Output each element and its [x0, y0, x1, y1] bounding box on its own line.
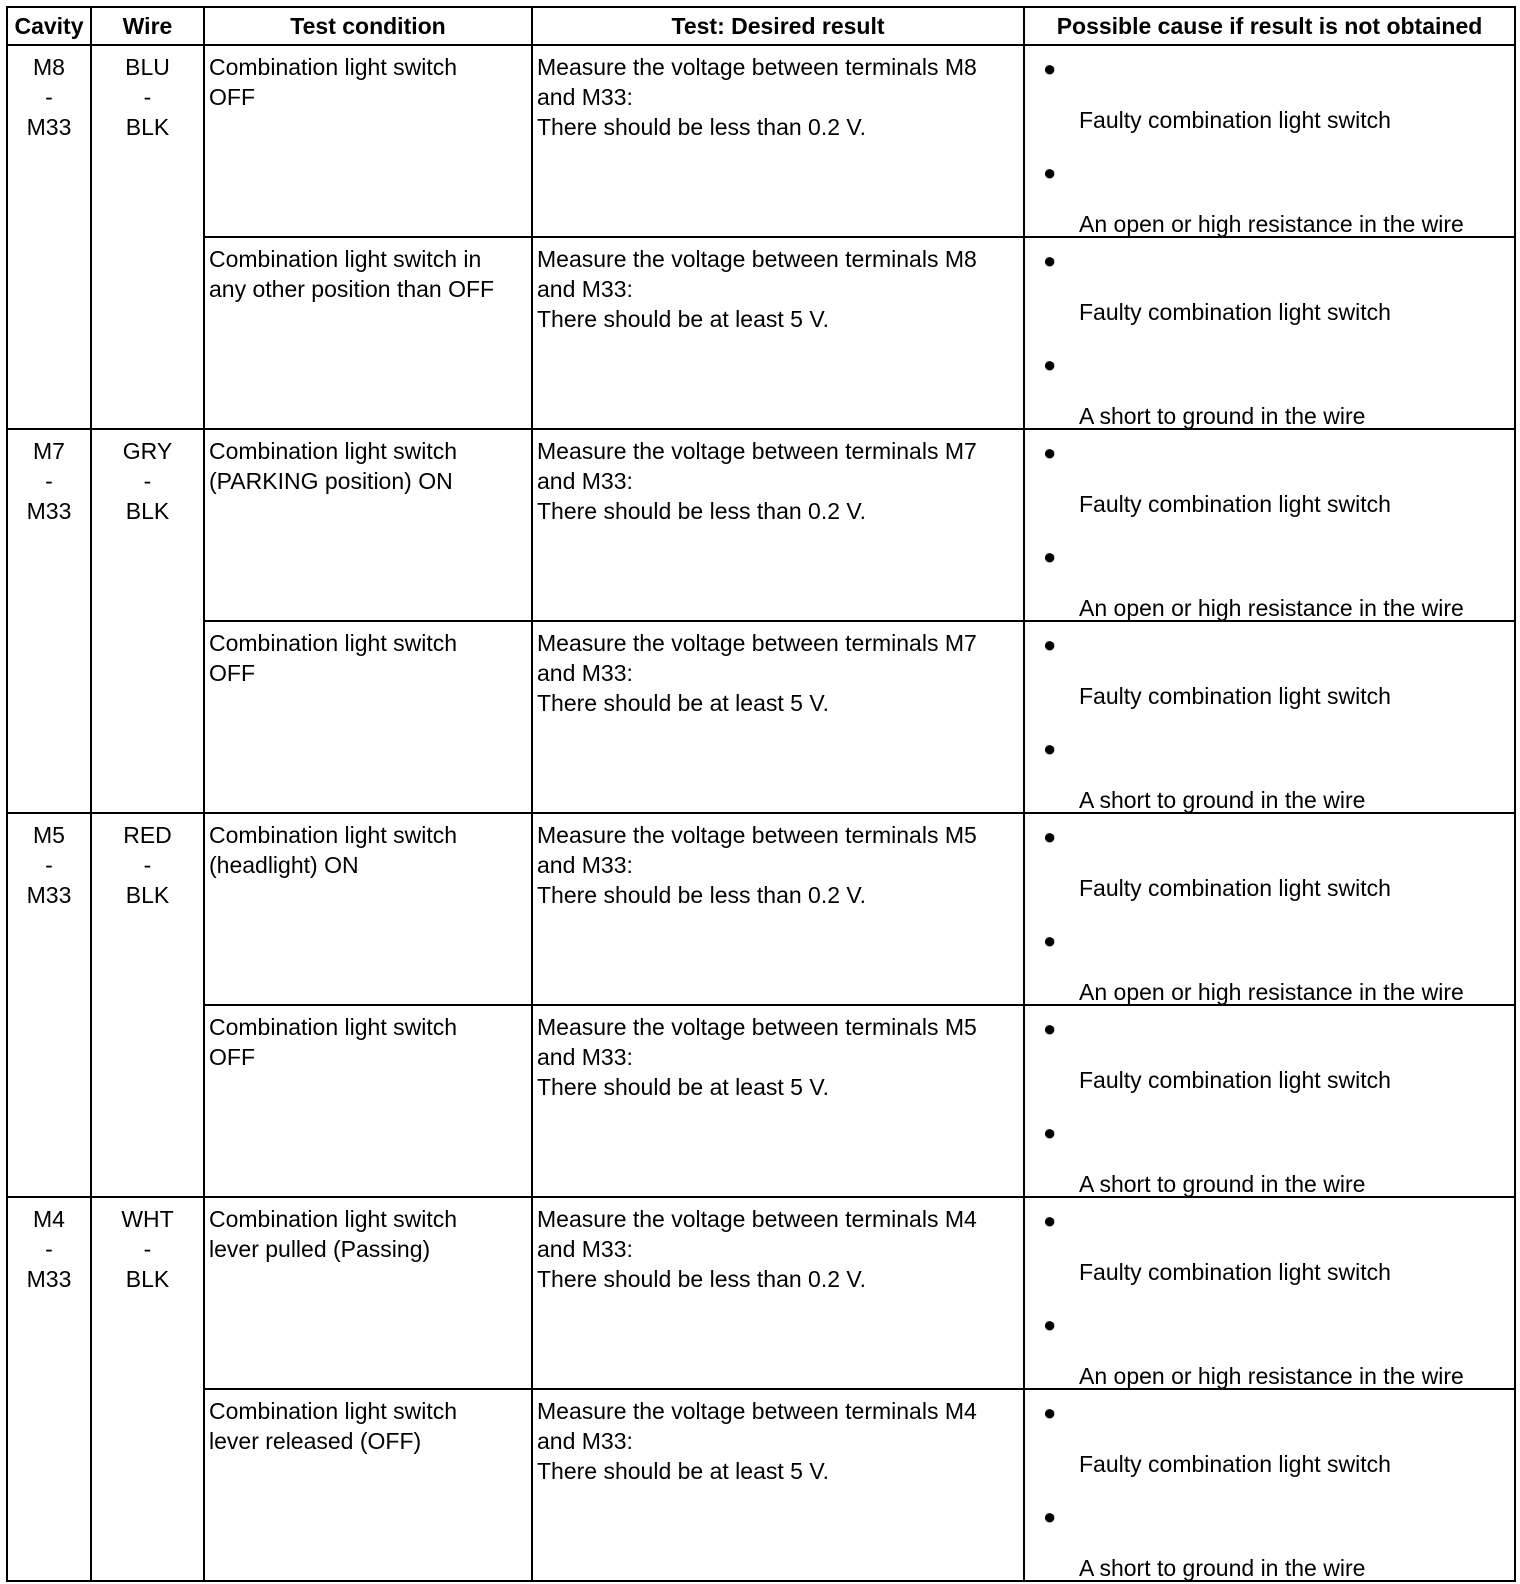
desired-result-cell	[532, 45, 1024, 237]
cause-text: Faulty combination light switch	[1079, 683, 1391, 709]
result-line: There should be at least 5 V.	[537, 1074, 829, 1100]
bullet-icon: ●	[1043, 1400, 1057, 1425]
result-line: and M33:	[537, 1236, 633, 1262]
bullet-icon: ●	[1043, 1208, 1057, 1233]
cavity-line: M8	[33, 54, 65, 80]
cavity-line: -	[45, 468, 53, 494]
bullet-icon: ●	[1043, 824, 1057, 849]
cause-text: A short to ground in the wire	[1079, 1555, 1366, 1581]
result-line: and M33:	[537, 1428, 633, 1454]
header-test-condition: Test condition	[204, 7, 532, 45]
wire-line: -	[143, 852, 152, 878]
test-condition-cell	[204, 237, 532, 429]
wire-line: BLK	[125, 882, 170, 908]
header-possible-cause: Possible cause if result is not obtained	[1024, 7, 1515, 45]
condition-line: OFF	[209, 660, 255, 686]
cavity-line: M4	[33, 1206, 65, 1232]
cause-text: Faulty combination light switch	[1079, 1067, 1391, 1093]
cavity-line: M33	[26, 1266, 72, 1292]
result-line: There should be less than 0.2 V.	[537, 498, 867, 524]
diagnostic-table	[6, 6, 1516, 1582]
table-row	[7, 813, 1515, 1005]
wire-line: BLK	[125, 498, 170, 524]
desired-result-cell	[532, 1005, 1024, 1197]
test-condition-cell	[204, 45, 532, 237]
possible-cause-cell	[1024, 1005, 1515, 1197]
bullet-icon: ●	[1043, 1120, 1057, 1145]
condition-line: OFF	[209, 84, 255, 110]
wire-line: GRY	[122, 438, 173, 464]
cavity-line: M5	[33, 822, 65, 848]
wire-line: BLK	[125, 1266, 170, 1292]
table-row	[7, 621, 1515, 813]
result-line: There should be less than 0.2 V.	[537, 882, 867, 908]
cavity-cell	[7, 429, 91, 813]
bullet-icon: ●	[1043, 544, 1057, 569]
condition-line: Combination light switch	[209, 1014, 458, 1040]
cause-text: Faulty combination light switch	[1079, 875, 1391, 901]
cavity-line: -	[45, 1236, 53, 1262]
condition-line: Combination light switch	[209, 54, 458, 80]
cavity-line: M7	[33, 438, 65, 464]
header-cavity: Cavity	[7, 7, 91, 45]
possible-cause-cell	[1024, 1197, 1515, 1389]
bullet-icon: ●	[1043, 440, 1057, 465]
cause-text: An open or high resistance in the wire	[1079, 595, 1464, 621]
condition-line: (headlight) ON	[209, 852, 359, 878]
possible-cause-cell	[1024, 429, 1515, 621]
condition-line: Combination light switch	[209, 630, 458, 656]
result-line: There should be less than 0.2 V.	[537, 114, 867, 140]
result-line: and M33:	[537, 1044, 633, 1070]
wire-line: BLU	[125, 54, 170, 80]
cause-text: An open or high resistance in the wire	[1079, 979, 1464, 1005]
cause-text: Faulty combination light switch	[1079, 299, 1391, 325]
wire-line: -	[143, 84, 152, 110]
result-line: Measure the voltage between terminals M4	[537, 1398, 977, 1424]
result-line: Measure the voltage between terminals M5	[537, 1014, 977, 1040]
test-condition-cell	[204, 1005, 532, 1197]
cause-text: A short to ground in the wire	[1079, 787, 1366, 813]
bullet-icon: ●	[1043, 352, 1057, 377]
result-line: Measure the voltage between terminals M7	[537, 438, 977, 464]
desired-result-cell	[532, 621, 1024, 813]
result-line: Measure the voltage between terminals M8	[537, 54, 977, 80]
condition-line: any other position than OFF	[209, 276, 495, 302]
bullet-icon: ●	[1043, 1312, 1057, 1337]
wire-line: WHT	[121, 1206, 174, 1232]
result-line: There should be at least 5 V.	[537, 690, 829, 716]
cause-text: Faulty combination light switch	[1079, 1451, 1391, 1477]
desired-result-cell	[532, 1389, 1024, 1581]
wire-line: BLK	[125, 114, 170, 140]
header-row	[7, 7, 1515, 45]
table-row	[7, 1197, 1515, 1389]
condition-line: lever released (OFF)	[209, 1428, 422, 1454]
cause-text: Faulty combination light switch	[1079, 107, 1391, 133]
bullet-icon: ●	[1043, 1504, 1057, 1529]
header-desired-result: Test: Desired result	[532, 7, 1024, 45]
condition-line: Combination light switch	[209, 438, 458, 464]
result-line: There should be less than 0.2 V.	[537, 1266, 867, 1292]
result-line: Measure the voltage between terminals M4	[537, 1206, 977, 1232]
cavity-cell	[7, 813, 91, 1197]
desired-result-cell	[532, 813, 1024, 1005]
bullet-icon: ●	[1043, 56, 1057, 81]
cause-text: A short to ground in the wire	[1079, 403, 1366, 429]
wire-cell	[91, 429, 204, 813]
wire-cell	[91, 45, 204, 429]
table-row	[7, 1389, 1515, 1581]
wire-line: -	[143, 1236, 152, 1262]
result-line: and M33:	[537, 468, 633, 494]
cause-text: A short to ground in the wire	[1079, 1171, 1366, 1197]
wire-cell	[91, 1197, 204, 1581]
condition-line: Combination light switch	[209, 1398, 458, 1424]
result-line: There should be at least 5 V.	[537, 306, 829, 332]
bullet-icon: ●	[1043, 736, 1057, 761]
condition-line: Combination light switch	[209, 1206, 458, 1232]
possible-cause-cell	[1024, 813, 1515, 1005]
cavity-cell	[7, 1197, 91, 1581]
cause-text: Faulty combination light switch	[1079, 1259, 1391, 1285]
test-condition-cell	[204, 621, 532, 813]
table-row	[7, 1005, 1515, 1197]
cavity-cell	[7, 45, 91, 429]
bullet-icon: ●	[1043, 1016, 1057, 1041]
desired-result-cell	[532, 1197, 1024, 1389]
cause-text: An open or high resistance in the wire	[1079, 211, 1464, 237]
wire-cell	[91, 813, 204, 1197]
table-row	[7, 237, 1515, 429]
cavity-line: -	[45, 852, 53, 878]
bullet-icon: ●	[1043, 928, 1057, 953]
cavity-line: M33	[26, 498, 72, 524]
possible-cause-cell	[1024, 621, 1515, 813]
bullet-icon: ●	[1043, 160, 1057, 185]
possible-cause-cell	[1024, 45, 1515, 237]
bullet-icon: ●	[1043, 248, 1057, 273]
result-line: Measure the voltage between terminals M8	[537, 246, 977, 272]
bullet-icon: ●	[1043, 632, 1057, 657]
test-condition-cell	[204, 1389, 532, 1581]
desired-result-cell	[532, 429, 1024, 621]
header-wire: Wire	[91, 7, 204, 45]
condition-line: lever pulled (Passing)	[209, 1236, 431, 1262]
result-line: and M33:	[537, 660, 633, 686]
table-row	[7, 429, 1515, 621]
result-line: Measure the voltage between terminals M7	[537, 630, 977, 656]
wire-line: -	[143, 468, 152, 494]
result-line: Measure the voltage between terminals M5	[537, 822, 977, 848]
condition-line: (PARKING position) ON	[209, 468, 453, 494]
cavity-line: -	[45, 84, 53, 110]
possible-cause-cell	[1024, 237, 1515, 429]
condition-line: OFF	[209, 1044, 255, 1070]
cause-text: An open or high resistance in the wire	[1079, 1363, 1464, 1389]
result-line: and M33:	[537, 852, 633, 878]
desired-result-cell	[532, 237, 1024, 429]
result-line: and M33:	[537, 84, 633, 110]
condition-line: Combination light switch in	[209, 246, 482, 272]
possible-cause-cell	[1024, 1389, 1515, 1581]
test-condition-cell	[204, 429, 532, 621]
cause-text: Faulty combination light switch	[1079, 491, 1391, 517]
table-row	[7, 45, 1515, 237]
result-line: There should be at least 5 V.	[537, 1458, 829, 1484]
result-line: and M33:	[537, 276, 633, 302]
cavity-line: M33	[26, 114, 72, 140]
test-condition-cell	[204, 813, 532, 1005]
condition-line: Combination light switch	[209, 822, 458, 848]
wire-line: RED	[123, 822, 172, 848]
test-condition-cell	[204, 1197, 532, 1389]
cavity-line: M33	[26, 882, 72, 908]
